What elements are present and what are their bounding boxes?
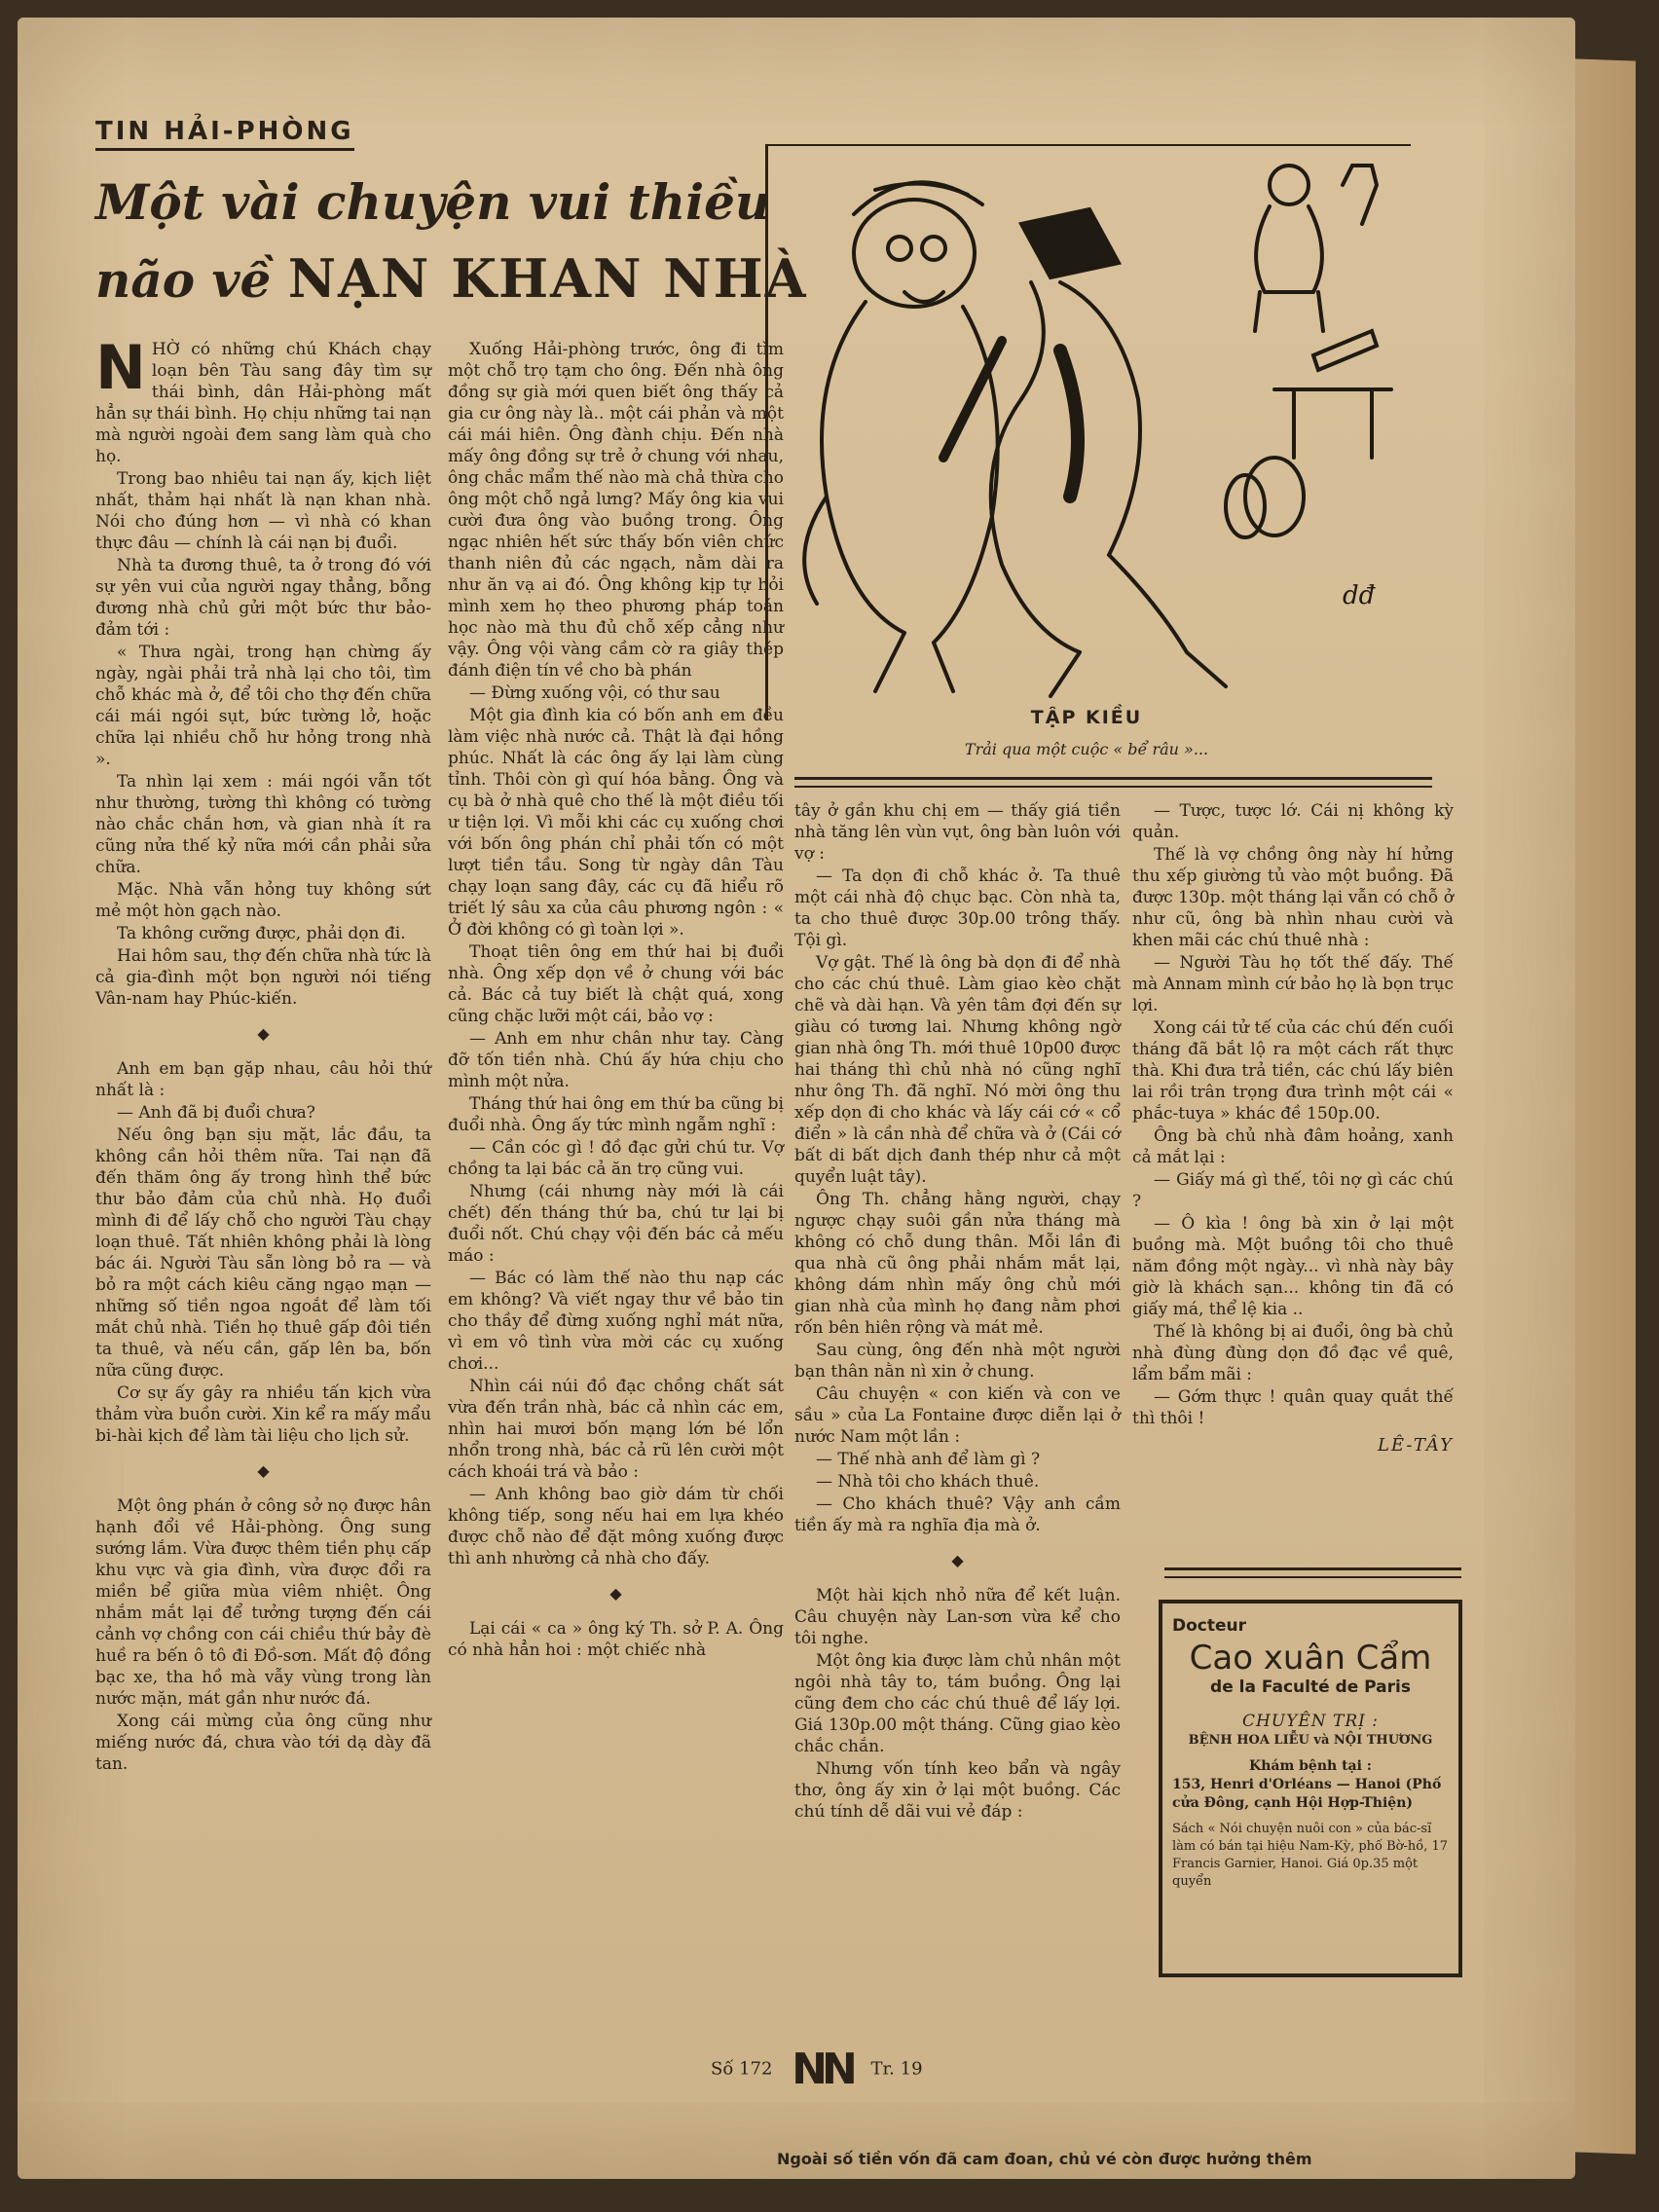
paragraph: Nếu ông bạn sịu mặt, lắc đầu, ta không cần hỏi thêm nữa. Tai nạn đã đến thăm ông ấy trong hình thể bức thư bảo đảm của chủ nhà. Họ đuổi mình đi để lấy chỗ cho người Tàu chạy loạn thuê. Tất nhiên không phải là lòng bác ái. Người Tàu sẵn lòng bỏ ra — và bỏ ra một cách kiêu căng ngạo mạn — những số tiền ngoa ngoắt để làm tối mắt chủ nhà. Tiền họ thuê gấp đôi tiền ta thuê, và nếu cần, gấp lên ba, bốn nữa cũng được.: [95, 1125, 431, 1381]
paragraph: Ta nhìn lại xem : mái ngói vẫn tốt như thường, tường thì không có tường nào chắc chắn hơn, và gian nhà ít ra cũng nửa thế kỷ nữa mới cần phải sửa chữa.: [95, 772, 431, 877]
cartoon-caption: Trải qua một cuộc « bể râu »...: [964, 740, 1209, 758]
paragraph: — Cần cóc gì ! đồ đạc gửi chú tư. Vợ chồng ta lại bác cả ăn trọ cũng vui.: [448, 1138, 784, 1179]
next-page-edge-text: Ngoài số tiền vốn đã cam đoan, chủ vé còn được hưởng thêm: [777, 2150, 1312, 2168]
paragraph: — Nhà tôi cho khách thuê.: [816, 1472, 1040, 1492]
paragraph: Ông Th. chẳng hằng người, chạy ngược chạy suôi gần nửa tháng mà không có chỗ dung thân. Mỗi lần đi qua nhà cũ ông phải nhắm mắt lại, không dám nhìn mấy ông chủ mới gian nhà của mình họ đang nằm phơi rốn bên hiên rộng và mát mẻ.: [794, 1190, 1121, 1338]
paragraph: Nhìn cái núi đồ đạc chồng chất sát vừa đến trần nhà, bác cả nhìn các em, nhìn hai mươi bốn mạng lớn bé lổn nhổn trong nhà, bác cả rũ lên cười một cách khoái trá và bảo :: [448, 1377, 784, 1482]
ad-clinic-label: Khám bệnh tại :: [1249, 1758, 1372, 1774]
section-header: TIN HẢI-PHÒNG: [95, 117, 354, 151]
article-column-2: [448, 339, 784, 1662]
paragraph: Nhà ta đương thuê, ta ở trong đó với sự yên vui của người ngay thẳng, bỗng đương nhà chủ gửi một bức thư bảo-đảm tới :: [95, 556, 431, 640]
paragraph: — Đừng xuống vội, có thư sau: [469, 683, 720, 703]
ad-diseases: BỆNH HOA LIỄU và NỘI THƯƠNG: [1188, 1733, 1433, 1748]
article-column-3: [794, 800, 1121, 1824]
paragraph: Sau cùng, ông đến nhà một người bạn thân nằn nì xin ở chung.: [794, 1341, 1121, 1382]
page-number: Tr. 19: [870, 2058, 923, 2080]
cartoon-frame: [765, 144, 1411, 720]
paragraph: — Anh không bao giờ dám từ chối không tiếp, song nếu hai em lựa khéo được chỗ nào để đặt mông xuống được thì anh nhường cả nhà cho đấy.: [448, 1485, 784, 1568]
paragraph: — Cho khách thuê? Vậy anh cầm tiền ấy mà ra nghĩa địa mà ở.: [794, 1494, 1121, 1535]
paragraph: Xuống Hải-phòng trước, ông đi tìm một chỗ trọ tạm cho ông. Đến nhà ông đồng sự già mới quen biết ông thấy cả gia cư ông này là.. một cái phản và một cái mái hiên. Ông đành chịu. Đến nhà mấy ông đồng sự trẻ ở chung với nhau, ông chắc mẩm thế nào mà chả thừa cho ông một chỗ ngả lưng? Mấy ông kia vui cười đưa ông vào buồng trong. Ông ngạc nhiên hết sức thấy bốn viên chức thanh niên đủ các ngạch, nằm dài ra như ăn vạ ai đó. Ông không kịp tự hỏi mình xem họ theo phương pháp toán học nào mà thu đủ chỗ xếp cẳng như vậy. Ông vội vàng cầm cờ ra giây thép đánh điện tín về cho bà phán: [448, 340, 784, 681]
section-divider-diamond: ◆: [257, 1024, 270, 1043]
paragraph: Thế là vợ chồng ông này hí hửng thu xếp giường tủ vào một buồng. Đã được 130p. một tháng lại vẫn có chỗ ở như cũ, ông bà nhìn nhau cười và khen mãi các chú thuê nhà :: [1132, 845, 1454, 950]
author-signature: LÊ-TÂY: [1377, 1435, 1454, 1456]
headline-line-1: Một vài chuyện vui thiều: [95, 173, 771, 231]
paragraph: Trong bao nhiêu tai nạn ấy, kịch liệt nhất, thảm hại nhất là nạn khan nhà. Nói cho đúng hơn — vì nhà có khan thực đâu — chính là cái nạn bị đuổi.: [95, 469, 431, 553]
ad-faculty: de la Faculté de Paris: [1210, 1677, 1411, 1697]
paragraph: Ông bà chủ nhà đâm hoảng, xanh cả mắt lại :: [1132, 1126, 1454, 1167]
paragraph: — Anh đã bị đuổi chưa?: [117, 1103, 315, 1123]
cartoon-illustration: [768, 146, 1411, 701]
paragraph: — Ta dọn đi chỗ khác ở. Ta thuê một cái nhà độ chục bạc. Còn nhà ta, ta cho thuê được 30p.00 trông thấy. Tội gì.: [794, 866, 1121, 950]
article-column-1: [95, 332, 431, 1776]
ad-label: Docteur: [1172, 1616, 1247, 1636]
article-column-4: [1132, 800, 1454, 1456]
paragraph: tây ở gần khu chị em — thấy giá tiền nhà tăng lên vùn vụt, ông bàn luôn với vợ :: [794, 801, 1121, 864]
double-rule: [794, 777, 1432, 788]
paragraph: — Ô kìa ! ông bà xin ở lại một buồng mà. Một buồng tôi cho thuê năm đồng một ngày... vì nhà này bây giờ là khách sạn... không tin đã có giấy má, thể lệ kia ..: [1132, 1214, 1454, 1319]
headline-prefix: não về: [95, 251, 272, 309]
ad-doctor-name: Cao xuân Cẩm: [1189, 1639, 1432, 1677]
headline-caps: NẠN KHAN NHÀ: [287, 247, 808, 310]
newspaper-logo: NN: [792, 2045, 852, 2094]
newspaper-page: [18, 18, 1575, 2179]
paragraph: — Bác có làm thế nào thu nạp các em không? Và viết ngay thư về bảo tin cho thầy để đừng xuống nghỉ mát nữa, vì em vô tình vừa mời các cụ xuống chơi...: [448, 1269, 784, 1374]
paragraph: Ta không cưỡng được, phải dọn đi.: [117, 924, 406, 943]
ad-book-notice: Sách « Nói chuyện nuôi con » của bác-sĩ làm có bán tại hiệu Nam-Kỳ, phố Bờ-hồ, 17 Francis Garnier, Hanoi. Giá 0p.35 một quyển: [1172, 1822, 1449, 1889]
headline-line-2: [95, 247, 808, 310]
cartoon-title: TẬP KIỀU: [1030, 707, 1143, 728]
paragraph: « Thưa ngài, trong hạn chừng ấy ngày, ngài phải trả nhà lại cho tôi, tìm chỗ khác mà ở, để tôi cho thợ đến chữa cái mái ngói sụt, bức tường lở, hoặc chữa lại nhiều chỗ hư hỏng trong nhà ».: [95, 643, 431, 769]
paragraph: Thoạt tiên ông em thứ hai bị đuổi nhà. Ông xếp dọn về ở chung với bác cả. Bác cả tuy biết là chật quá, xong cũng chặc lưỡi một cái, bảo vợ :: [448, 942, 784, 1026]
paragraph: Hai hôm sau, thợ đến chữa nhà tức là cả gia-đình một bọn người nói tiếng Vân-nam hay Phúc-kiến.: [95, 946, 431, 1009]
paragraph: NHỜ có những chú Khách chạy loạn bên Tàu sang đây tìm sự thái bình, dân Hải-phòng mất hẳn sự thái bình. Họ chịu những tai nạn mà người ngoài đem sang làm quà cho họ.: [95, 332, 431, 466]
paragraph: — Người Tàu họ tốt thế đấy. Thế mà Annam mình cứ bảo họ là bọn trục lợi.: [1132, 953, 1454, 1015]
paragraph: Cơ sự ấy gây ra nhiều tấn kịch vừa thảm vừa buồn cười. Xin kể ra mấy mẩu bi-hài kịch để làm tài liệu cho lịch sử.: [95, 1383, 431, 1446]
paragraph: — Tược, tược lớ. Cái nị không kỳ quản.: [1132, 801, 1454, 842]
paragraph: — Giấy má gì thế, tôi nợ gì các chú ?: [1132, 1170, 1454, 1211]
issue-number: Số 172: [711, 2058, 773, 2080]
paragraph: Nhưng vốn tính keo bẩn và ngây thơ, ông ấy xin ở lại một buồng. Các chú tính dễ dãi vui vẻ đáp :: [794, 1759, 1121, 1822]
paragraph: Một gia đình kia có bốn anh em đều làm việc nhà nước cả. Thật là đại hồng phúc. Nhất là các ông ấy lại làm cùng tỉnh. Thôi còn gì quí hóa bằng. Ông và cụ bà ở nhà quê cho thế là một điều tối ư tiện lợi. Vì mỗi khi các cụ xuống chơi với bốn ông phán chỉ phải tốn có một lượt tiền tầu. Song từ ngày dân Tàu chạy loạn sang đây, các cụ đã hiểu rõ triết lý sâu xa của câu phương ngôn : « Ở đời không có gì toàn lợi ».: [448, 706, 784, 940]
ad-address: 153, Henri d'Orléans — Hanoi (Phố cửa Đông, cạnh Hội Hợp-Thiện): [1172, 1777, 1442, 1811]
paragraph: Anh em bạn gặp nhau, câu hỏi thứ nhất là :: [95, 1059, 431, 1100]
paragraph: — Thế nhà anh để làm gì ?: [816, 1450, 1041, 1469]
paragraph: Câu chuyện « con kiến và con ve sầu » của La Fontaine được diễn lại ở nước Nam một lần :: [794, 1384, 1121, 1447]
paragraph: — Anh em như chân như tay. Càng đỡ tốn tiền nhà. Chú ấy hứa chịu cho mình một nửa.: [448, 1029, 784, 1091]
ad-specialty: CHUYÊN TRỊ :: [1241, 1712, 1380, 1731]
cartoon-artist-signature: dđ: [1343, 581, 1376, 610]
drop-cap: N: [95, 332, 146, 403]
paragraph: Xong cái mừng của ông cũng như miếng nước đá, chưa vào tới dạ dày đã tan.: [95, 1712, 431, 1774]
paragraph: Một hài kịch nhỏ nữa để kết luận. Câu chuyện này Lan-sơn vừa kể cho tôi nghe.: [794, 1586, 1121, 1648]
section-divider-diamond: ◆: [609, 1584, 622, 1603]
paragraph: Xong cái tử tế của các chú đến cuối tháng đã bắt lộ ra một cách rất thực thà. Khi đưa trả tiền, các chú lấy biên lai rồi trân trọng đưa trình một cái « phắc-tuya » khác đề 150p.00.: [1132, 1018, 1454, 1124]
paragraph: Nhưng (cái nhưng này mới là cái chết) đến tháng thứ ba, chú tư lại bị đuổi nốt. Chú chạy vội đến bác cả mếu máo :: [448, 1182, 784, 1266]
paragraph: Lại cái « ca » ông ký Th. sở P. A. Ông có nhà hẳn hoi : một chiếc nhà: [448, 1619, 784, 1660]
paragraph: Tháng thứ hai ông em thứ ba cũng bị đuổi nhà. Ông ấy tức mình ngẫm nghĩ :: [448, 1094, 784, 1135]
paragraph: Một ông phán ở công sở nọ được hân hạnh đổi về Hải-phòng. Ông sung sướng lắm. Vừa được thêm tiền phụ cấp khu vực và gia đình, vừa được đổi ra miền bể giữa mùa viêm nhiệt. Ông nhắm mắt lại để tưởng tượng đến cái cảnh vợ chồng con cái chiều thứ bảy đè huề ra bến ô tô đi Đồ-sơn. Mất độ đồng bạc xe, tha hồ mà vẫy vùng trong làn nước mặn, mát gần như nước đá.: [95, 1496, 431, 1709]
paragraph: Vợ gật. Thế là ông bà dọn đi để nhà cho các chú thuê. Làm giao kèo chặt chẽ và dài hạn. Và yên tâm đợi đến sự giàu có tương lai. Nhưng không ngờ gian nhà ông Th. mới thuê 10p00 được hai tháng thì chủ nhà nó cũng nghĩ như ông Th. đã nghĩ. Nó mời ông thu xếp dọn đi cho khác và lấy cái cớ « cổ điển » là cần nhà để chữa và ở (Cái cớ bất di bất dịch đanh thép như cả một quyển luật tây).: [794, 953, 1121, 1187]
ad-separator-rule: [1164, 1567, 1461, 1578]
paragraph: Mặc. Nhà vẫn hỏng tuy không sứt mẻ một hòn gạch nào.: [95, 880, 431, 921]
paragraph: Thế là không bị ai đuổi, ông bà chủ nhà đùng đùng dọn đồ đạc về quê, lẩm bẩm mãi :: [1132, 1322, 1454, 1384]
doctor-advertisement: [1159, 1600, 1462, 1977]
section-divider-diamond: ◆: [951, 1551, 964, 1569]
page-footer: [711, 2045, 923, 2094]
paragraph: Một ông kia được làm chủ nhân một ngôi nhà tây to, tám buồng. Ông lại cũng đem cho các chú thuê để lấy lợi. Giá 130p.00 một tháng. Cũng giao kèo chắc chắn.: [794, 1651, 1121, 1756]
section-divider-diamond: ◆: [257, 1461, 270, 1480]
paragraph: — Gớm thực ! quân quay quắt thế thì thôi !: [1132, 1387, 1454, 1428]
